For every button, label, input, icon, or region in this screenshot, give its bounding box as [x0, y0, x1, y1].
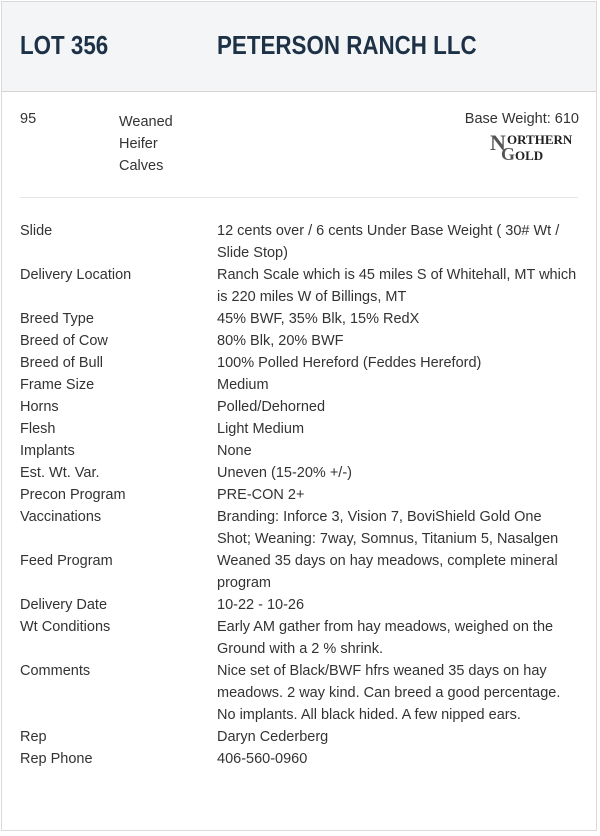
detail-row-breed-of-cow [2, 330, 596, 352]
detail-row-delivery-location [2, 264, 596, 308]
detail-label: Implants [20, 443, 75, 459]
detail-row-slide [2, 220, 596, 264]
detail-row-wt-conditions [2, 616, 596, 660]
detail-label: Flesh [20, 421, 56, 437]
head-count: 95 [20, 111, 37, 127]
detail-value: Medium [217, 377, 269, 393]
detail-label: Feed Program [20, 553, 113, 569]
detail-row-breed-of-bull [2, 352, 596, 374]
detail-row-implants [2, 440, 596, 462]
detail-row-vaccinations [2, 506, 596, 550]
detail-value: None [217, 443, 252, 459]
detail-label: Est. Wt. Var. [20, 465, 100, 481]
detail-value: PRE-CON 2+ [217, 487, 305, 503]
cattle-description [119, 111, 189, 177]
detail-label: Wt Conditions [20, 619, 111, 635]
detail-label: Vaccinations [20, 509, 102, 525]
detail-value: 45% BWF, 35% Blk, 15% RedX [217, 311, 420, 327]
northern-gold-logo [490, 130, 582, 162]
detail-value: Ranch Scale which is 45 miles S of Whitehall, MT which is 220 miles W of Billings, MT [217, 267, 577, 305]
detail-row-rep-phone [2, 748, 596, 770]
lot-header [2, 2, 596, 92]
detail-value: Weaned 35 days on hay meadows, complete mineral program [217, 553, 558, 591]
detail-label: Breed Type [20, 311, 94, 327]
detail-row-rep [2, 726, 596, 748]
detail-row-breed-type [2, 308, 596, 330]
lot-card [1, 1, 597, 831]
detail-row-horns [2, 396, 596, 418]
detail-row-flesh [2, 418, 596, 440]
detail-value: 12 cents over / 6 cents Under Base Weight ( 30# Wt / Slide Stop) [217, 223, 560, 261]
detail-value: Nice set of Black/BWF hfrs weaned 35 days on hay meadows. 2 way kind. Can breed a good percentage. No implants. All black hided. A few nipped ears. [217, 663, 561, 723]
detail-label: Rep Phone [20, 751, 93, 767]
section-divider [20, 197, 578, 198]
detail-row-precon-program [2, 484, 596, 506]
detail-value: Branding: Inforce 3, Vision 7, BoviShield Gold One Shot; Weaning: 7way, Somnus, Titanium 5, Nasalgen [217, 509, 559, 547]
detail-row-delivery-date [2, 594, 596, 616]
logo-letter-g: G [501, 144, 516, 162]
lot-number: LOT 356 [20, 30, 109, 60]
detail-label: Horns [20, 399, 59, 415]
detail-label: Delivery Date [20, 597, 108, 613]
lot-details [2, 220, 596, 770]
description-line: Calves [119, 158, 164, 174]
detail-value: Light Medium [217, 421, 305, 437]
detail-label: Precon Program [20, 487, 126, 503]
detail-label: Frame Size [20, 377, 95, 393]
detail-value: 80% Blk, 20% BWF [217, 333, 344, 349]
logo-text-bottom: OLD [515, 148, 544, 162]
detail-value: 406-560-0960 [217, 751, 308, 767]
detail-label: Rep [20, 729, 47, 745]
detail-value: Early AM gather from hay meadows, weighed on the Ground with a 2 % shrink. [217, 619, 554, 657]
detail-value: 100% Polled Hereford (Feddes Hereford) [217, 355, 482, 371]
seller-name: PETERSON RANCH LLC [217, 30, 477, 60]
base-weight: Base Weight: 610 [464, 111, 579, 127]
detail-value: Polled/Dehorned [217, 399, 326, 415]
detail-value: Daryn Cederberg [217, 729, 329, 745]
detail-row-comments [2, 660, 596, 726]
detail-label: Breed of Bull [20, 355, 104, 371]
detail-label: Breed of Cow [20, 333, 108, 349]
logo-text-top: ORTHERN [507, 132, 573, 147]
detail-value: Uneven (15-20% +/-) [217, 465, 352, 481]
detail-row-weight-variation [2, 462, 596, 484]
logo-letter-n: N [490, 130, 506, 155]
detail-value: 10-22 - 10-26 [217, 597, 305, 613]
detail-row-feed-program [2, 550, 596, 594]
detail-label: Delivery Location [20, 267, 132, 283]
detail-label: Comments [20, 663, 91, 679]
detail-row-frame-size [2, 374, 596, 396]
description-line: Weaned [119, 114, 173, 130]
detail-label: Slide [20, 223, 53, 239]
description-line: Heifer [119, 136, 158, 152]
